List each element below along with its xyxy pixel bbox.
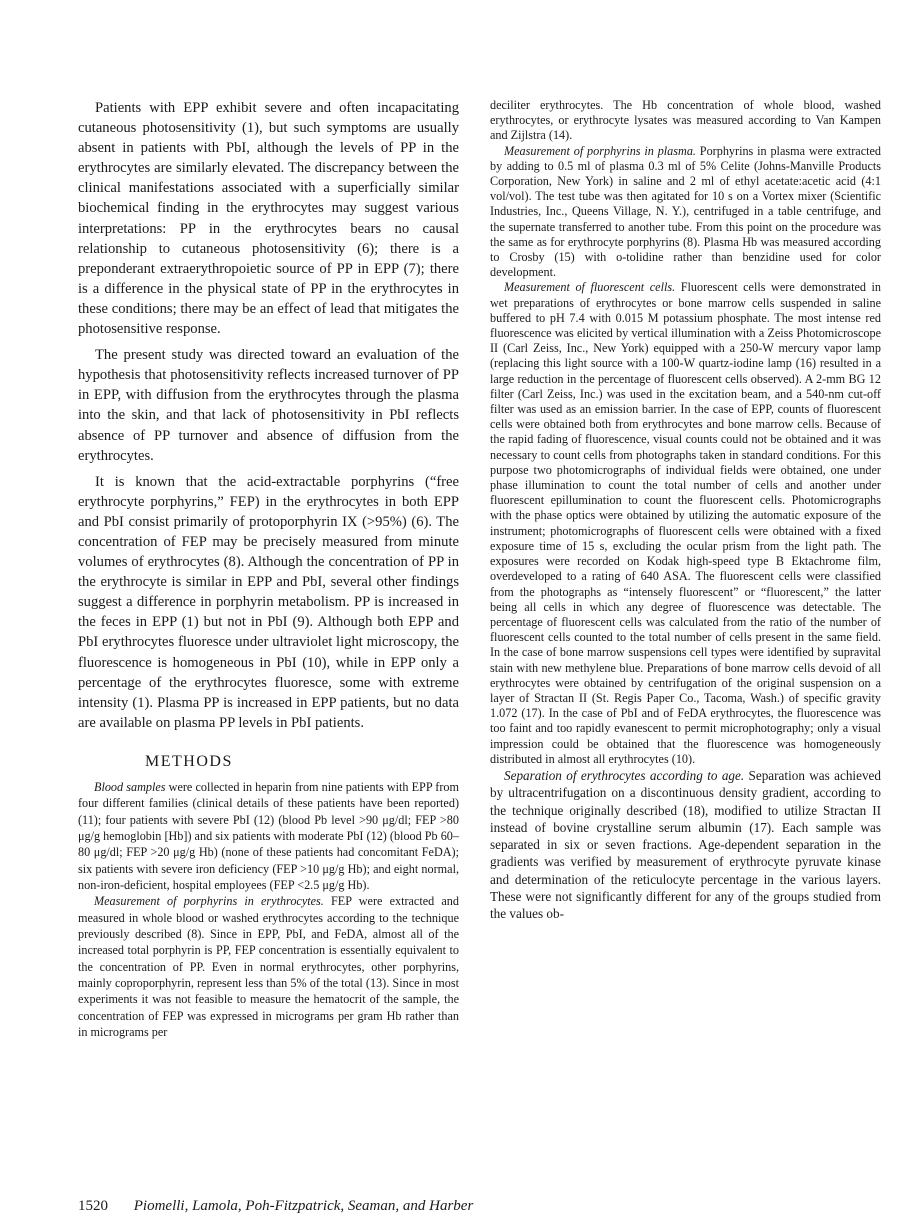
erythrocyte-porphyrins-paragraph xyxy=(78,893,459,1040)
intro-paragraph-1: Patients with EPP exhibit severe and often incapacitating cutaneous photosensitivity (1), but such symptoms are usually absent in patients with PbI, although the levels of PP in the erythrocytes are similarly elevated. The discrepancy between the clinical manifestations associated with a superficially similar biochemical finding in the erythrocytes may suggest various interpretations: PP in the erythrocytes bears no causal relationship to cutaneous photosensitivity (6); there is a preponderant extraerythropoietic source of PP in EPP (7); there is a difference in the physical state of PP in the erythrocytes in these conditions; there may be an effect of lead that mitigates the photosensitive response. xyxy=(78,100,459,338)
blood-samples-title: Blood samples xyxy=(94,779,166,794)
intro-paragraph-2: The present study was directed toward an evaluation of the hypothesis that photosensitivity reflects increased turnover of PP in EPP, with diffusion from the erythrocytes through the plasma into the skin, and that lack of photosensitivity in PbI reflects absence of PP turnover and absence of diffusion from the erythrocytes. xyxy=(78,347,459,464)
intro-paragraph-3: It is known that the acid-extractable porphyrins (“free erythrocyte porphyrins,” FEP) in the erythrocytes in both EPP and PbI consist primarily of protoporphyrin IX (>95%) (6). The concentration of FEP may be precisely measured from minute volumes of erythrocytes (8). Although the concentration of PP in the erythrocyte is similar in EPP and PbI, several other findings suggest a difference in porphyrin metabolism. PP is increased in the feces in EPP (1) but not in PbI (9). Although both EPP and PbI erythrocytes fluoresce under ultraviolet light microscopy, the fluorescence is homogeneous in PbI (10), while in EPP only a percentage of the erythrocytes fluoresce, some with extreme intensity (1). Plasma PP is increased in EPP patients, but no data are available on plasma PP levels in PbI patients. xyxy=(78,473,459,731)
plasma-porphyrins-title: Measurement of porphyrins in plasma. xyxy=(504,143,696,158)
blood-samples-text: were collected in heparin from nine patients with EPP from four different families (clinical details of these patients have been reported) (11); four patients with severe PbI (12) (blood Pb level >90 μg/dl; FEP >80 μg/g hemoglobin [Hb]) and six patients with moderate PbI (12) (blood Pb 60–80 μg/dl; FEP >20 μg/g Hb) (none of these patients had concomitant FeDA); six patients with severe iron deficiency (FEP >10 μg/g Hb); and eight normal, non-iron-deficient, hospital employees (FEP <2.5 μg/g Hb). xyxy=(78,779,459,892)
age-separation-title: Separation of erythrocytes according to age. xyxy=(504,767,745,783)
running-authors: Piomelli, Lamola, Poh-Fitzpatrick, Seaman, and Harber xyxy=(133,1198,474,1214)
fluorescent-cells-text: Fluorescent cells were demonstrated in wet preparations of erythrocytes or bone marrow cells suspended in saline buffered to pH 7.4 with 0.015 M potassium phosphate. The most intense red fluorescence was elicited by vertical illumination with a Zeiss Photomicroscope II (Carl Zeiss, Inc., New York) equipped with a 250-W mercury vapor lamp (replacing this light source with a 100-W quartz-iodine lamp (16) resulted in a large reduction in the percentage of fluorescent cells observed). A 2-mm BG 12 filter (Carl Zeiss, Inc.) was used in the excitation beam, and a 540-nm cut-off filter was used as an emission barrier. In the case of EPP, counts of fluorescent cells were obtained both from erythrocytes and bone marrow cells. Because of the rapid fading of fluorescence, visual counts could not be obtained and it was necessary to count cells from photographs taken in standard conditions. For this purpose two photomicrographs of individual fields were obtained, one under phase illumination to count the total number of cells and another under fluorescent epillumination to count the fluorescent cells. Photomicrographs with the phase optics were obtained by utilizing the automatic exposure of the instrument; photomicrographs of fluorescent cells were obtained with a fixed exposure time of 15 s, excluding the ocular prism from the light path. The exposures were recorded on Kodak high-speed type B Ektachrome film, overdeveloped to a rating of 640 ASA. The fluorescent cells were classified from the photographs as “intensely fluorescent” or “fluorescent,” the latter being all cells in which any degree of fluorescence was detectable. The percentage of fluorescent cells was calculated from the ratio of the number of fluorescent cells counted to the total number of cells present in the same field. In the case of bone marrow suspensions cell types were identified by supravital stain with new methylene blue. Preparations of bone marrow cells devoid of all erythrocytes were obtained by centrifugation of the original suspension on a layer of Stractan II (St. Regis Paper Co., Tacoma, Wash.) of specific gravity 1.072 (17). In the case of PbI and of FeDA erythrocytes, the fluorescence was too faint and too rapidly evanescent to permit microphotography; only a visual impression could be obtained that the fluorescence was homogeneously distributed in almost all erythrocytes (10). xyxy=(490,280,881,766)
fluorescent-cells-title: Measurement of fluorescent cells. xyxy=(504,280,676,295)
left-column xyxy=(78,98,459,1040)
plasma-porphyrins-paragraph xyxy=(490,144,881,281)
plasma-porphyrins-text: Porphyrins in plasma were extracted by adding to 0.5 ml of plasma 0.3 ml of 5% Celite (Johns-Manville Products Corporation, New York) in saline and 2 ml of ethyl acetate:acetic acid (4:1 vol/vol). The test tube was then agitated for 10 s on a Vortex mixer (Scientific Industries, Inc., Queens Village, N. Y.), centrifuged in a table centrifuge, and the supernate transferred to another tube. From this point on the procedure was the same as for erythrocyte porphyrins (8). Plasma Hb was measured according to Crosby (15) with o-tolidine rather than benzidine used for color development. xyxy=(490,143,881,280)
fluorescent-cells-paragraph xyxy=(490,280,881,767)
page-footer xyxy=(78,1198,473,1215)
right-column xyxy=(490,98,881,923)
age-separation-text: Separation was achieved by ultracentrifugation on a discontinuous density gradient, according to the technique originally described (18), modified to utilize Stractan II instead of bovine crystalline serum albumin (17). Each sample was separated in six or seven fractions. Age-dependent separation in the gradients was verified by measurement of erythrocyte pyruvate kinase and determination of the reticulocyte percentage in the various layers. These were not significantly different for any of the groups studied from the values ob- xyxy=(490,767,881,922)
blood-samples-paragraph xyxy=(78,779,459,893)
erythrocyte-porphyrins-text: FEP were extracted and measured in whole blood or washed erythrocytes according to the technique previously described (8). Since in EPP, PbI, and FeDA, almost all of the increased total porphyrin is PP, FEP concentration is essentially equivalent to the concentration of PP. Even in normal erythrocytes, other porphyrins, mainly coproporphyrin, represent less than 5% of the total (13). Since in most experiments it was not feasible to measure the hematocrit of the sample, the concentration of FEP was expressed in micrograms per gram Hb rather than in micrograms per xyxy=(78,894,459,1040)
page-number: 1520 xyxy=(78,1198,108,1214)
erythrocyte-porphyrins-title: Measurement of porphyrins in erythrocytes. xyxy=(94,894,324,909)
methods-heading: METHODS xyxy=(145,752,233,770)
continued-paragraph: deciliter erythrocytes. The Hb concentration of whole blood, washed erythrocytes, or erythrocyte lysates was measured according to Van Kampen and Zijlstra (14). xyxy=(490,98,881,143)
age-separation-paragraph xyxy=(490,767,881,923)
